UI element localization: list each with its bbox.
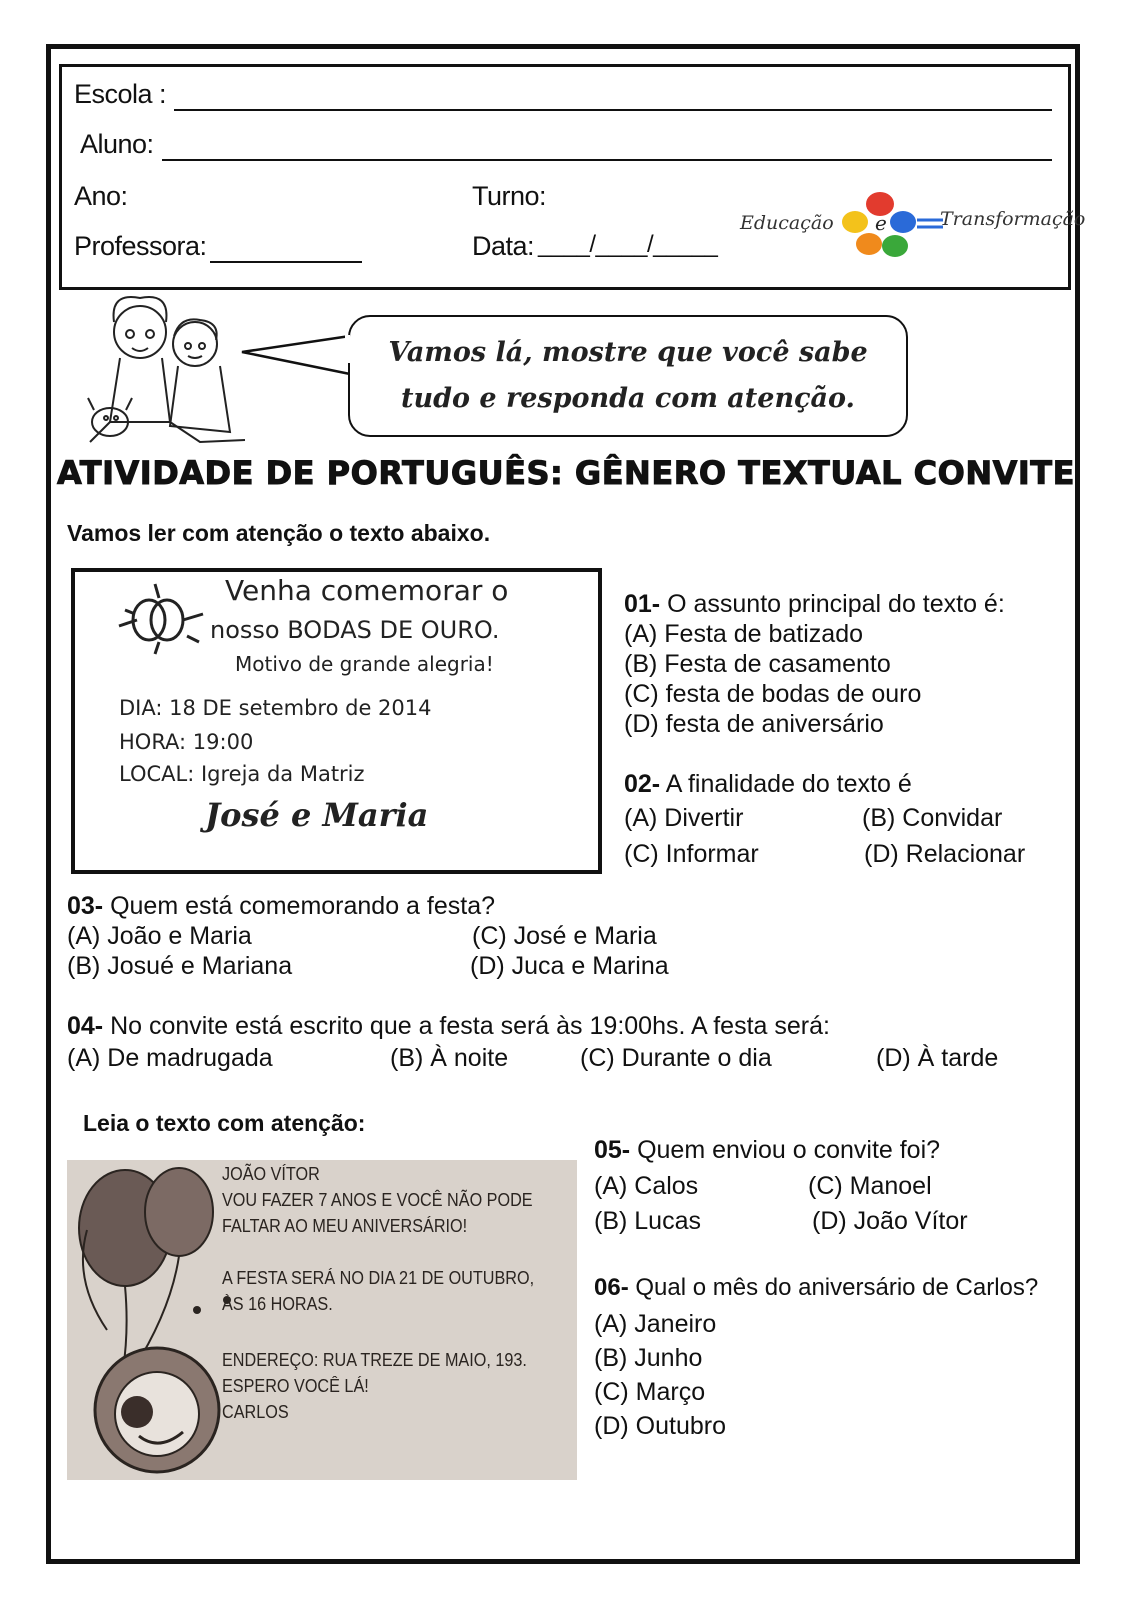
question-number: 06- xyxy=(594,1274,629,1301)
q3-option-b[interactable]: (B) Josué e Mariana xyxy=(67,952,293,980)
invite2-line-5: ÀS 16 HORAS. xyxy=(222,1294,333,1314)
question-number: 01- xyxy=(624,590,661,618)
question-number: 04- xyxy=(67,1012,104,1040)
student-label: Aluno: xyxy=(80,129,154,159)
date-label: Data: xyxy=(472,231,535,261)
teacher-field[interactable] xyxy=(210,261,362,263)
question-2 xyxy=(624,770,912,799)
q3-option-c[interactable]: (C) José e Maria xyxy=(472,922,657,950)
q1-option-d[interactable]: (D) festa de aniversário xyxy=(624,710,884,738)
education-logo xyxy=(740,182,1086,268)
question-number: 05- xyxy=(594,1136,631,1164)
question-text: Qual o mês do aniversário de Carlos? xyxy=(628,1274,1039,1301)
rings-icon xyxy=(115,580,205,655)
invite2-line-3: FALTAR AO MEU ANIVERSÁRIO! xyxy=(222,1216,468,1236)
question-3 xyxy=(67,892,495,921)
balloons-clown-icon xyxy=(67,1160,237,1480)
invite2-line-6: ENDEREÇO: RUA TREZE DE MAIO, 193. xyxy=(222,1350,527,1370)
invite2-line-7: ESPERO VOCÊ LÁ! xyxy=(222,1376,369,1396)
logo-text-left: Educação xyxy=(740,212,834,234)
student-field[interactable] xyxy=(162,159,1052,161)
q1-option-c[interactable]: (C) festa de bodas de ouro xyxy=(624,680,922,708)
q4-option-a[interactable]: (A) De madrugada xyxy=(67,1044,273,1072)
question-text: Quem enviou o convite foi? xyxy=(630,1136,941,1164)
school-field[interactable] xyxy=(174,109,1052,111)
question-number: 03- xyxy=(67,892,104,920)
q4-option-d[interactable]: (D) À tarde xyxy=(876,1044,999,1072)
q5-option-a[interactable]: (A) Calos xyxy=(594,1172,699,1200)
q2-option-d[interactable]: (D) Relacionar xyxy=(864,840,1026,868)
invite2-line-8: CARLOS xyxy=(222,1402,289,1422)
q5-option-b[interactable]: (B) Lucas xyxy=(594,1207,701,1235)
q5-option-c[interactable]: (C) Manoel xyxy=(808,1172,932,1200)
birthday-invitation xyxy=(67,1160,577,1480)
q2-option-c[interactable]: (C) Informar xyxy=(624,840,759,868)
invite1-line-2: nosso BODAS DE OURO. xyxy=(210,616,500,644)
q4-option-c[interactable]: (C) Durante o dia xyxy=(580,1044,772,1072)
q2-option-a[interactable]: (A) Divertir xyxy=(624,804,744,832)
question-number: 02- xyxy=(624,770,661,798)
invitation-gold-anniversary xyxy=(71,568,602,874)
q3-option-d[interactable]: (D) Juca e Marina xyxy=(470,952,669,980)
question-text: O assunto principal do texto é: xyxy=(660,590,1005,618)
question-1 xyxy=(624,590,1005,619)
year-label: Ano: xyxy=(74,181,128,211)
question-4 xyxy=(67,1012,830,1041)
invite2-line-1: JOÃO VÍTOR xyxy=(222,1164,320,1184)
invite1-line-1: Venha comemorar o xyxy=(225,574,509,607)
q6-option-b[interactable]: (B) Junho xyxy=(594,1344,703,1372)
shift-label: Turno: xyxy=(472,181,547,211)
logo-text-right: Transformação xyxy=(940,208,1086,230)
hands-icon xyxy=(825,182,945,268)
q4-option-b[interactable]: (B) À noite xyxy=(390,1044,509,1072)
speech-bubble xyxy=(348,315,908,437)
bubble-joint xyxy=(345,335,350,363)
logo-text-mid: e xyxy=(875,211,887,235)
q6-option-d[interactable]: (D) Outubro xyxy=(594,1412,726,1440)
q6-option-a[interactable]: (A) Janeiro xyxy=(594,1310,717,1338)
invite1-place: LOCAL: Igreja da Matriz xyxy=(119,762,365,786)
invite2-line-4: A FESTA SERÁ NO DIA 21 DE OUTUBRO, xyxy=(222,1268,535,1288)
q3-option-a[interactable]: (A) João e Maria xyxy=(67,922,252,950)
invite1-hour: HORA: 19:00 xyxy=(119,730,254,754)
instruction-2: Leia o texto com atenção: xyxy=(83,1110,366,1136)
q1-option-b[interactable]: (B) Festa de casamento xyxy=(624,650,891,678)
school-label: Escola : xyxy=(74,79,167,109)
q2-option-b[interactable]: (B) Convidar xyxy=(862,804,1003,832)
bubble-line-1: Vamos lá, mostre que você sabe xyxy=(388,337,868,368)
question-5 xyxy=(594,1136,940,1165)
date-field[interactable]: ____/____/_____ xyxy=(538,231,718,258)
teacher-label: Professora: xyxy=(74,231,207,261)
page-title: ATIVIDADE DE PORTUGUÊS: GÊNERO TEXTUAL CONVITE xyxy=(57,454,1075,492)
bubble-line-2: tudo e responda com atenção. xyxy=(401,383,855,414)
question-text: A finalidade do texto é xyxy=(660,770,912,798)
q1-option-a[interactable]: (A) Festa de batizado xyxy=(624,620,864,648)
question-text: Quem está comemorando a festa? xyxy=(103,892,496,920)
invite1-signature: José e Maria xyxy=(205,796,429,834)
q5-option-d[interactable]: (D) João Vítor xyxy=(812,1207,968,1235)
question-text: No convite está escrito que a festa será às 19:00hs. A festa será: xyxy=(103,1012,830,1040)
invite2-line-2: VOU FAZER 7 ANOS E VOCÊ NÃO PODE xyxy=(222,1190,533,1210)
instruction-1: Vamos ler com atenção o texto abaixo. xyxy=(67,520,491,546)
invite1-line-3: Motivo de grande alegria! xyxy=(235,652,494,676)
question-6 xyxy=(594,1274,1038,1302)
speech-pointer xyxy=(240,330,352,380)
q6-option-c[interactable]: (C) Março xyxy=(594,1378,706,1406)
invite1-day: DIA: 18 DE setembro de 2014 xyxy=(119,696,432,720)
